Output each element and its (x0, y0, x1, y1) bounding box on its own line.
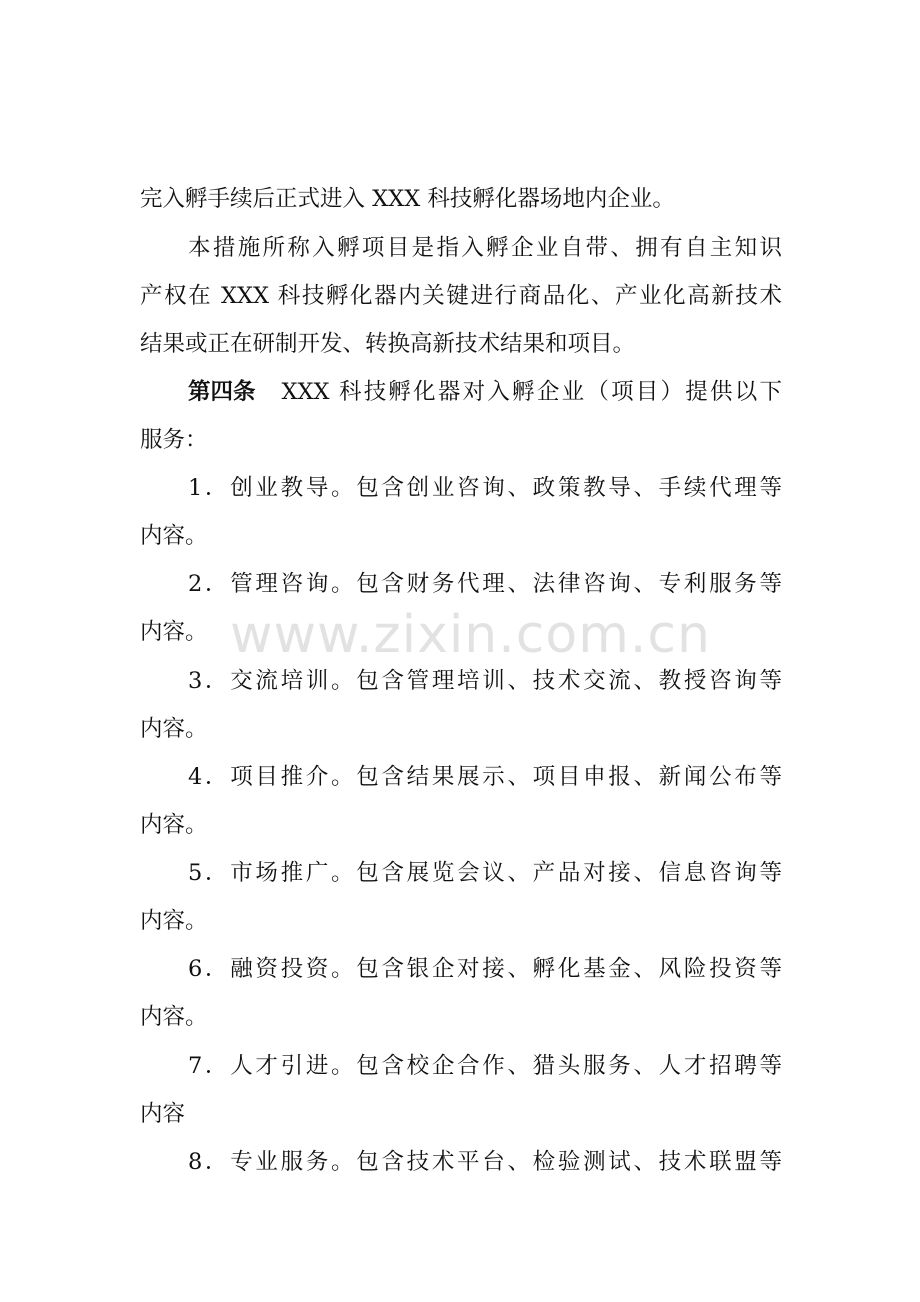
text-line: 内容。 (140, 1004, 208, 1030)
list-item: 6．融资投资。包含银企对接、孵化基金、风险投资等 (188, 956, 782, 982)
article-heading-line (188, 372, 782, 412)
text-line: 结果或正在研制开发、转换高新技术结果和项目。 (140, 331, 636, 357)
text-line: 产权在 XXX 科技孵化器内关键进行商品化、产业化高新技术 (140, 283, 782, 309)
list-item: 8．专业服务。包含技术平台、检验测试、技术联盟等 (188, 1149, 782, 1175)
text-line: 内容。 (140, 619, 208, 645)
list-item: 1．创业教导。包含创业咨询、政策教导、手续代理等 (188, 475, 782, 501)
text-line: 内容 (140, 1101, 186, 1127)
text-line: 服务： (140, 427, 208, 453)
list-item: 5．市场推广。包含展览会议、产品对接、信息咨询等 (188, 860, 782, 886)
watermark: www.zixin.com.cn (230, 605, 711, 665)
list-item: 3．交流培训。包含管理培训、技术交流、教授咨询等 (188, 668, 782, 694)
text-line: 内容。 (140, 908, 208, 934)
list-item: 2．管理咨询。包含财务代理、法律咨询、专利服务等 (188, 571, 782, 597)
article-label: 第四条 (188, 379, 256, 405)
list-item: 7．人才引进。包含校企合作、猎头服务、人才招聘等 (188, 1053, 782, 1079)
text-line: 内容。 (140, 523, 208, 549)
text-line: 内容。 (140, 812, 208, 838)
text-line: 本措施所称入孵项目是指入孵企业自带、拥有自主知识 (188, 235, 782, 261)
text-line: 完入孵手续后正式进入 XXX 科技孵化器场地内企业。 (140, 186, 675, 212)
list-item: 4．项目推介。包含结果展示、项目申报、新闻公布等 (188, 764, 782, 790)
article-heading-text: XXX 科技孵化器对入孵企业（项目）提供以下 (281, 379, 782, 405)
text-line: 内容。 (140, 716, 208, 742)
